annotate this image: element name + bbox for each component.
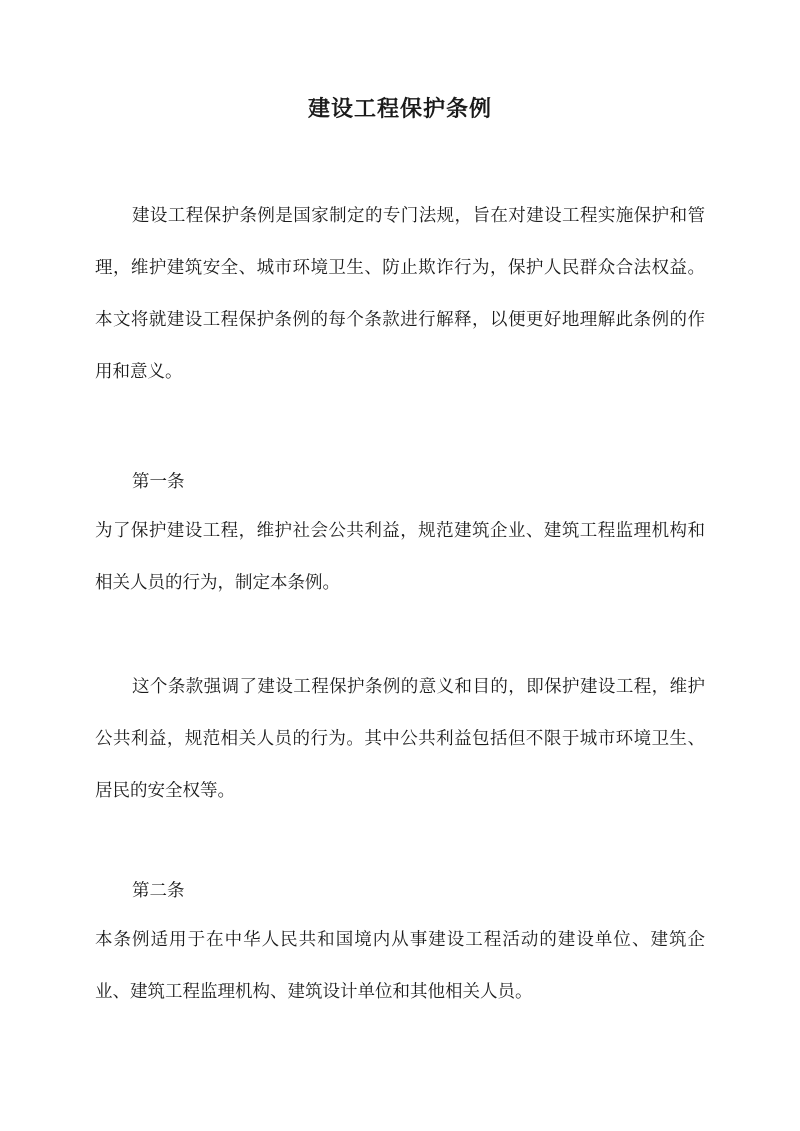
document-title: 建设工程保护条例	[307, 96, 492, 122]
article-1-heading: 第一条	[132, 472, 185, 492]
article-1-explanation: 这个条款强调了建设工程保护条例的意义和目的，即保护建设工程，维护公共利益，规范相关人员的行为。其中公共利益包括但不限于城市环境卫生、居民的安全权等。	[95, 677, 705, 801]
article-1-text: 为了保护建设工程，维护社会公共利益，规范建筑企业、建筑工程监理机构和相关人员的行为，制定本条例。	[95, 521, 705, 593]
intro-paragraph: 建设工程保护条例是国家制定的专门法规，旨在对建设工程实施保护和管理，维护建筑安全、城市环境卫生、防止欺诈行为，保护人民群众合法权益。本文将就建设工程保护条例的每个条款进行解释，以便更好地理解此条例的作用和意义。	[95, 206, 705, 382]
article-2-text: 本条例适用于在中华人民共和国境内从事建设工程活动的建设单位、建筑企业、建筑工程监理机构、建筑设计单位和其他相关人员。	[95, 930, 705, 1002]
article-2-heading: 第二条	[132, 881, 185, 901]
